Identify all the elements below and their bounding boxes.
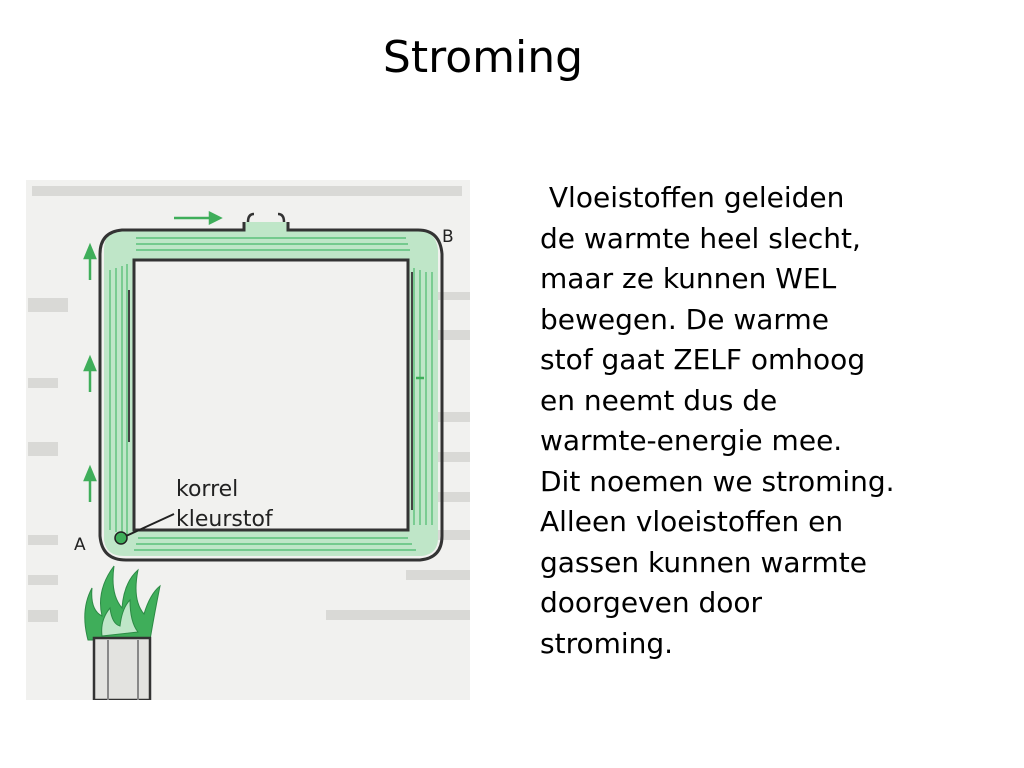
label-b: B <box>442 227 454 247</box>
label-korrel: korrel <box>176 477 239 502</box>
text-line: Vloeistoffen geleiden <box>540 181 845 214</box>
convection-diagram <box>26 180 470 700</box>
text-line: en neemt dus de <box>540 383 778 417</box>
text-line: warmte-energie mee. <box>540 424 843 457</box>
convection-tube-figure <box>26 180 470 700</box>
text-line: Dit noemen we stroming. <box>540 464 895 498</box>
dye-grain <box>115 532 127 544</box>
text-line: gassen kunnen warmte <box>540 545 868 579</box>
label-a: A <box>74 535 86 555</box>
label-kleurstof: kleurstof <box>176 507 273 532</box>
explanation-text <box>540 178 950 664</box>
text-line: bewegen. De warme <box>540 302 829 336</box>
text-line: stof gaat ZELF omhoog <box>540 343 866 376</box>
text-line: Alleen vloeistoffen en <box>540 505 844 538</box>
text-line: de warmte heel slecht, <box>540 221 861 255</box>
text-line: maar ze kunnen WEL <box>540 262 837 295</box>
burner <box>94 638 150 700</box>
text-line: stroming. <box>540 626 674 660</box>
text-line: doorgeven door <box>540 586 763 619</box>
slide-title: Stroming <box>382 32 584 83</box>
